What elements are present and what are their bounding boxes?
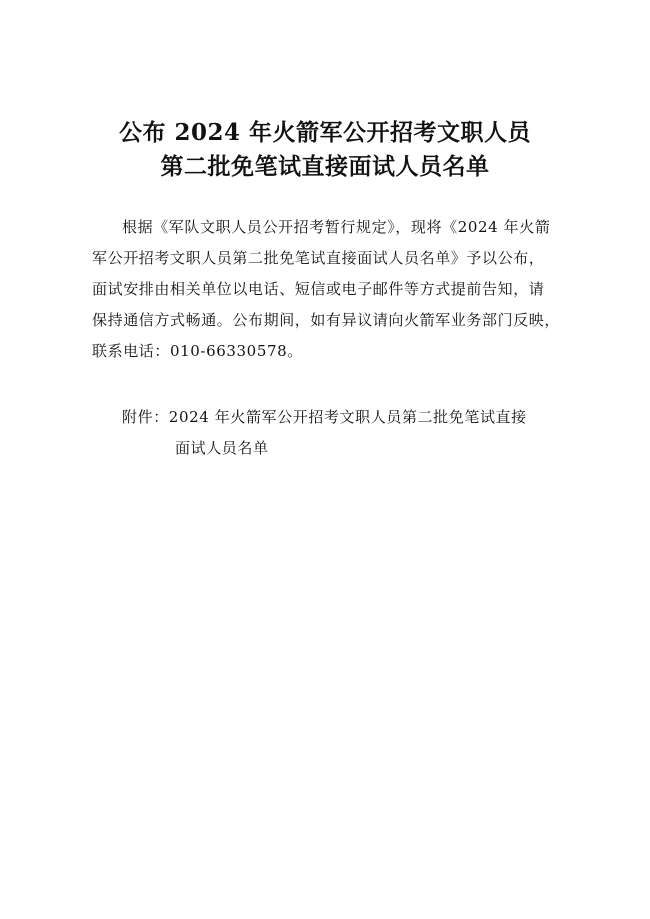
attachment-note [122, 402, 592, 464]
announcement-paragraph [92, 212, 582, 367]
paragraph-line: 根据《军队文职人员公开招考暂行规定》，现将《2024 年火箭 [122, 218, 551, 236]
paragraph-line: 军公开招考文职人员第二批免笔试直接面试人员名单》予以公布， [92, 249, 545, 267]
attachment-line-1: 附件：2024 年火箭军公开招考文职人员第二批免笔试直接 [122, 408, 527, 426]
paragraph-line: 联系电话：010-66330578。 [92, 342, 303, 360]
paragraph-line: 保持通信方式畅通。公布期间，如有异议请向火箭军业务部门反映， [92, 311, 561, 329]
paragraph-line: 面试安排由相关单位以电话、短信或电子邮件等方式提前告知，请 [92, 280, 545, 298]
document-title-line-2: 第二批免笔试直接面试人员名单 [160, 153, 490, 180]
document-title-line-1: 公布 2024 年火箭军公开招考文职人员 [118, 119, 532, 146]
attachment-line-2: 面试人员名单 [175, 439, 269, 457]
